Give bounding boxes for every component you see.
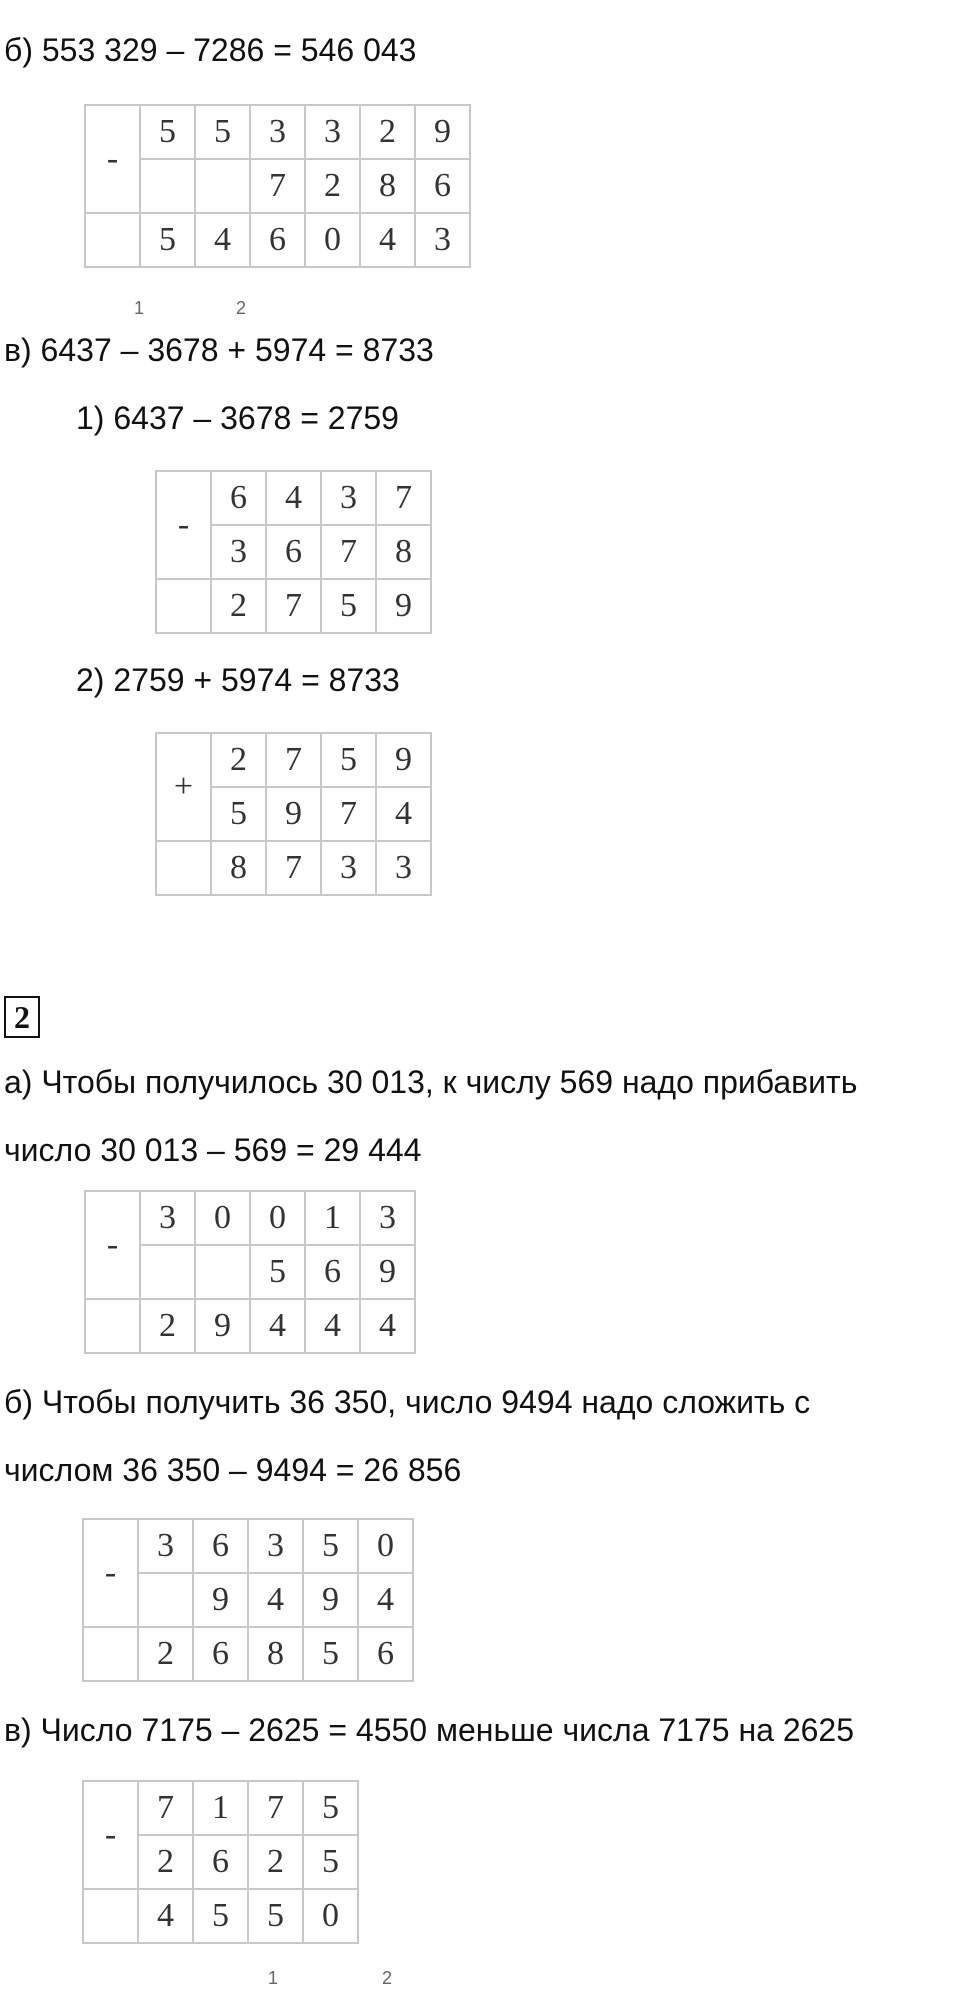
column-subtraction-v (82, 1780, 359, 1944)
digit-cell: 9 (193, 1573, 248, 1627)
task-b-line-2: числом 36 350 – 9494 = 26 856 (4, 1452, 462, 1488)
digit-cell: 2 (211, 733, 266, 787)
digit-cell: 3 (138, 1519, 193, 1573)
digit-cell: 3 (140, 1191, 195, 1245)
result-digit-cell: 9 (376, 579, 431, 633)
digit-cell: 5 (303, 1519, 358, 1573)
operator-sign: - (156, 471, 211, 579)
result-digit-cell: 7 (266, 841, 321, 895)
result-digit-cell: 5 (140, 213, 195, 267)
footnote-marker: 1 (134, 298, 145, 318)
result-digit-cell: 3 (321, 841, 376, 895)
task-a-line-1: а) Чтобы получилось 30 013, к числу 569 надо прибавить (4, 1064, 858, 1100)
result-digit-cell: 5 (193, 1889, 248, 1943)
empty-cell (85, 1299, 140, 1353)
digit-cell: 3 (305, 105, 360, 159)
digit-cell: 5 (195, 105, 250, 159)
digit-cell: 5 (250, 1245, 305, 1299)
empty-cell (156, 841, 211, 895)
digit-cell: 3 (360, 1191, 415, 1245)
digit-cell: 0 (195, 1191, 250, 1245)
column-addition-step-2 (155, 732, 432, 896)
operator-sign: - (83, 1519, 138, 1627)
empty-cell (83, 1627, 138, 1681)
digit-cell: 2 (138, 1835, 193, 1889)
digit-cell: 7 (376, 471, 431, 525)
operator-sign: + (156, 733, 211, 841)
result-digit-cell: 0 (303, 1889, 358, 1943)
digit-cell: 4 (248, 1573, 303, 1627)
result-digit-cell: 8 (248, 1627, 303, 1681)
digit-cell: 7 (248, 1781, 303, 1835)
equation-b: б) 553 329 – 7286 = 546 043 (4, 32, 417, 68)
task-a-line-2: число 30 013 – 569 = 29 444 (4, 1132, 422, 1168)
digit-cell (138, 1573, 193, 1627)
digit-cell: 3 (250, 105, 305, 159)
digit-cell (140, 1245, 195, 1299)
result-digit-cell: 5 (321, 579, 376, 633)
result-digit-cell: 6 (250, 213, 305, 267)
result-digit-cell: 4 (360, 213, 415, 267)
result-digit-cell: 4 (305, 1299, 360, 1353)
digit-cell: 5 (211, 787, 266, 841)
result-digit-cell: 3 (376, 841, 431, 895)
task-number-badge: 2 (4, 996, 40, 1038)
result-digit-cell: 8 (211, 841, 266, 895)
digit-cell: 9 (266, 787, 321, 841)
digit-cell: 9 (376, 733, 431, 787)
digit-cell: 5 (140, 105, 195, 159)
step-2-equation: 2) 2759 + 5974 = 8733 (76, 662, 400, 698)
footnote-marker: 2 (382, 1968, 393, 1988)
result-digit-cell: 2 (211, 579, 266, 633)
result-digit-cell: 7 (266, 579, 321, 633)
digit-cell: 2 (248, 1835, 303, 1889)
result-digit-cell: 4 (138, 1889, 193, 1943)
digit-cell: 4 (376, 787, 431, 841)
digit-cell (195, 1245, 250, 1299)
digit-cell: 1 (305, 1191, 360, 1245)
digit-cell: 9 (415, 105, 470, 159)
digit-cell: 0 (250, 1191, 305, 1245)
digit-cell: 6 (415, 159, 470, 213)
digit-cell: 5 (303, 1835, 358, 1889)
digit-cell: 4 (358, 1573, 413, 1627)
digit-cell: 2 (360, 105, 415, 159)
digit-cell: 6 (211, 471, 266, 525)
digit-cell: 0 (358, 1519, 413, 1573)
digit-cell: 3 (211, 525, 266, 579)
digit-cell: 8 (360, 159, 415, 213)
step-1-equation: 1) 6437 – 3678 = 2759 (76, 400, 399, 436)
digit-cell: 3 (248, 1519, 303, 1573)
digit-cell: 7 (138, 1781, 193, 1835)
result-digit-cell: 0 (305, 213, 360, 267)
column-subtraction-b2 (82, 1518, 414, 1682)
empty-cell (85, 213, 140, 267)
digit-cell: 7 (266, 733, 321, 787)
digit-cell: 5 (321, 733, 376, 787)
result-digit-cell: 6 (358, 1627, 413, 1681)
operator-sign: - (85, 105, 140, 213)
result-digit-cell: 4 (360, 1299, 415, 1353)
digit-cell: 6 (193, 1835, 248, 1889)
result-digit-cell: 3 (415, 213, 470, 267)
result-digit-cell: 2 (138, 1627, 193, 1681)
result-digit-cell: 5 (303, 1627, 358, 1681)
digit-cell: 6 (305, 1245, 360, 1299)
digit-cell: 7 (321, 787, 376, 841)
digit-cell: 9 (360, 1245, 415, 1299)
digit-cell: 2 (305, 159, 360, 213)
digit-cell: 7 (321, 525, 376, 579)
digit-cell: 3 (321, 471, 376, 525)
result-digit-cell: 4 (250, 1299, 305, 1353)
digit-cell (140, 159, 195, 213)
task-b-line-1: б) Чтобы получить 36 350, число 9494 надо сложить с (4, 1384, 811, 1420)
digit-cell: 9 (303, 1573, 358, 1627)
column-subtraction-a (84, 1190, 416, 1354)
result-digit-cell: 4 (195, 213, 250, 267)
digit-cell: 6 (193, 1519, 248, 1573)
digit-cell: 4 (266, 471, 321, 525)
equation-v: в) 6437 – 3678 + 5974 = 8733 (4, 332, 434, 368)
digit-cell: 1 (193, 1781, 248, 1835)
footnote-marker: 1 (268, 1968, 279, 1988)
operator-sign: - (83, 1781, 138, 1889)
column-subtraction-step-1 (155, 470, 432, 634)
digit-cell: 5 (303, 1781, 358, 1835)
result-digit-cell: 9 (195, 1299, 250, 1353)
digit-cell: 7 (250, 159, 305, 213)
result-digit-cell: 2 (140, 1299, 195, 1353)
footnote-marker: 2 (236, 298, 247, 318)
empty-cell (156, 579, 211, 633)
result-digit-cell: 6 (193, 1627, 248, 1681)
empty-cell (83, 1889, 138, 1943)
digit-cell: 6 (266, 525, 321, 579)
digit-cell: 8 (376, 525, 431, 579)
operator-sign: - (85, 1191, 140, 1299)
result-digit-cell: 5 (248, 1889, 303, 1943)
task-v-line-1: в) Число 7175 – 2625 = 4550 меньше числа 7175 на 2625 (4, 1712, 854, 1748)
column-subtraction-b (84, 104, 471, 268)
digit-cell (195, 159, 250, 213)
